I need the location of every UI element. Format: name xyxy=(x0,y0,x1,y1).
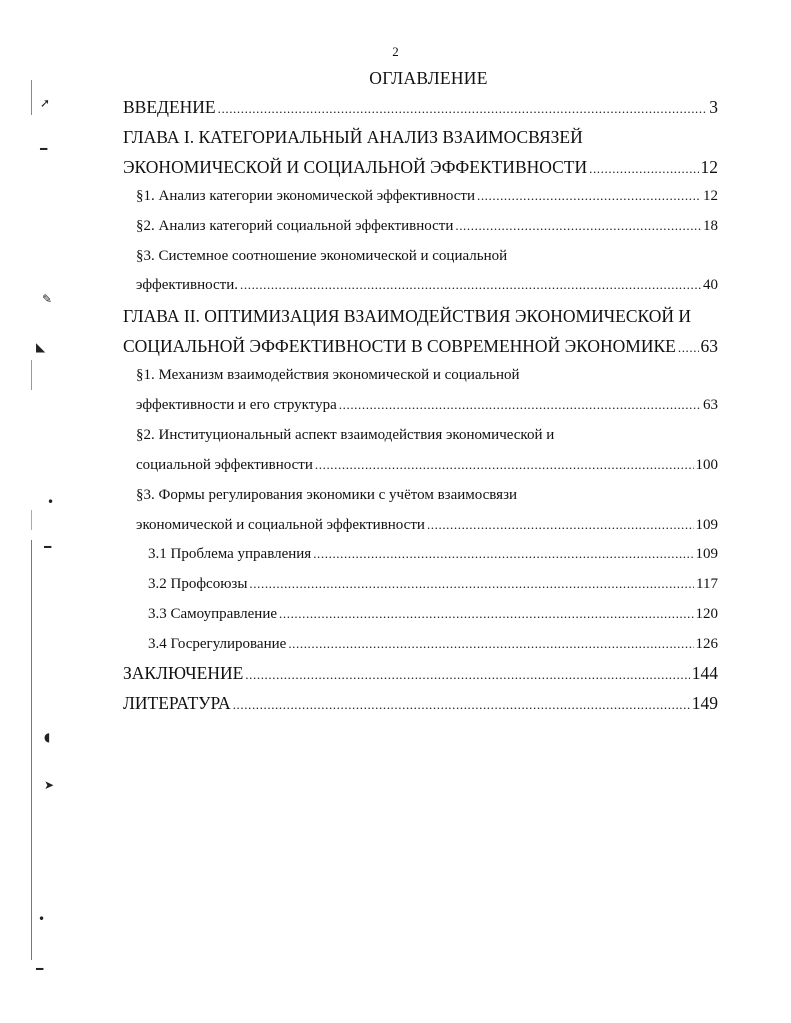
toc-entry-page: 109 xyxy=(695,517,718,533)
toc-entry-text: §3. Системное соотношение экономической и социальной xyxy=(136,248,508,264)
toc-entry-chapter-2-line-1[interactable] xyxy=(123,306,718,327)
toc-entry-text: §2. Институциональный аспект взаимодействия экономической и xyxy=(136,427,555,443)
toc-entry-text: эффективности и его структура xyxy=(136,397,337,413)
toc-entry-page: 100 xyxy=(695,457,718,473)
toc-entry-text: эффективности. xyxy=(136,277,239,293)
dot-leader xyxy=(477,188,701,205)
dot-leader xyxy=(589,157,698,178)
toc-entry-2-1[interactable] xyxy=(136,397,718,414)
toc-entry-text: ВВЕДЕНИЕ xyxy=(123,97,216,117)
toc-entry-page: 144 xyxy=(691,663,718,683)
toc-entry-text: экономической и социальной эффективности xyxy=(136,517,425,533)
toc-entry-page: 120 xyxy=(695,606,718,622)
toc-entry-references[interactable] xyxy=(123,693,718,714)
toc-entry-text: ГЛАВА II. ОПТИМИЗАЦИЯ ВЗАИМОДЕЙСТВИЯ ЭКОНОМИЧЕСКОЙ И xyxy=(123,306,692,326)
toc-entry-3-3[interactable] xyxy=(148,606,718,623)
toc-entry-1-3[interactable] xyxy=(136,277,718,294)
scan-edge-line xyxy=(31,60,32,1020)
toc-entry-page: 63 xyxy=(700,336,718,356)
toc-entry-chapter-1[interactable] xyxy=(123,157,718,178)
toc-entry-chapter-2[interactable] xyxy=(123,336,718,357)
toc-entry-conclusion[interactable] xyxy=(123,663,718,684)
scan-mark: ➤ xyxy=(44,778,55,792)
toc-entry-text: 3.4 Госрегулирование xyxy=(148,636,287,652)
toc-entry-page: 117 xyxy=(696,576,718,592)
dot-leader xyxy=(279,606,693,623)
toc-entry-text: §2. Анализ категорий социальной эффективности xyxy=(136,218,454,234)
toc-entry-text: §1. Механизм взаимодействия экономической и социальной xyxy=(136,367,520,383)
dot-leader xyxy=(678,336,699,357)
dot-leader xyxy=(233,693,690,714)
dot-leader xyxy=(245,663,689,684)
toc-entry-text: §3. Формы регулирования экономики с учётом взаимосвязи xyxy=(136,487,518,503)
toc-entry-1-2[interactable] xyxy=(136,218,718,235)
dot-leader xyxy=(249,576,694,593)
toc-entry-page: 40 xyxy=(703,277,718,293)
toc-entry-1-3-line-1[interactable] xyxy=(136,248,718,265)
toc-entry-chapter-1-line-1[interactable] xyxy=(123,127,718,148)
dot-leader xyxy=(339,397,701,414)
toc-entry-text: §1. Анализ категории экономической эффективности xyxy=(136,188,475,204)
scan-mark: ◖ xyxy=(44,730,51,744)
dot-leader xyxy=(313,546,693,563)
scan-mark: ━ xyxy=(36,962,44,976)
toc-entry-1-1[interactable] xyxy=(136,188,718,205)
scan-mark: • xyxy=(38,912,46,926)
toc-entry-3-2[interactable] xyxy=(148,576,718,593)
scan-mark: • xyxy=(47,495,55,509)
toc-entry-text: СОЦИАЛЬНОЙ ЭФФЕКТИВНОСТИ В СОВРЕМЕННОЙ ЭКОНОМИКЕ xyxy=(123,336,676,356)
toc-entry-2-3-line-1[interactable] xyxy=(136,487,718,504)
toc-entry-introduction[interactable] xyxy=(123,97,718,118)
toc-entry-text: ЛИТЕРАТУРА xyxy=(123,693,231,713)
dot-leader xyxy=(427,517,694,534)
toc-entry-text: ЭКОНОМИЧЕСКОЙ И СОЦИАЛЬНОЙ ЭФФЕКТИВНОСТИ xyxy=(123,157,588,177)
toc-entry-page: 149 xyxy=(691,693,718,713)
toc-entry-2-3[interactable] xyxy=(136,517,718,534)
toc-entry-page: 3 xyxy=(709,97,718,117)
dot-leader xyxy=(455,218,701,235)
scan-mark: ✎ xyxy=(42,292,53,306)
toc-entry-text: ЗАКЛЮЧЕНИЕ xyxy=(123,663,244,683)
toc-entry-page: 63 xyxy=(703,397,718,413)
toc-entry-2-2[interactable] xyxy=(136,457,718,474)
toc-entry-page: 12 xyxy=(700,157,718,177)
toc-entry-text: социальной эффективности xyxy=(136,457,313,473)
scan-mark: ◣ xyxy=(36,340,46,354)
toc-entry-3-1[interactable] xyxy=(148,546,718,563)
toc-entry-page: 12 xyxy=(703,188,718,204)
toc-entry-3-4[interactable] xyxy=(148,636,718,653)
toc-entry-text: 3.3 Самоуправление xyxy=(148,606,278,622)
toc-entry-2-2-line-1[interactable] xyxy=(136,427,718,444)
scan-mark: ━ xyxy=(40,142,48,156)
dot-leader xyxy=(240,277,701,294)
dot-leader xyxy=(315,457,694,474)
scan-mark: ➚ xyxy=(40,96,51,110)
dot-leader xyxy=(288,636,693,653)
page-number: 2 xyxy=(392,44,399,59)
toc-entry-2-1-line-1[interactable] xyxy=(136,367,718,384)
toc-title: ОГЛАВЛЕНИЕ xyxy=(369,68,488,88)
toc-entry-text: ГЛАВА I. КАТЕГОРИАЛЬНЫЙ АНАЛИЗ ВЗАИМОСВЯЗЕЙ xyxy=(123,127,583,147)
toc-entry-page: 18 xyxy=(703,218,718,234)
toc-entry-text: 3.1 Проблема управления xyxy=(148,546,312,562)
scan-mark: ━ xyxy=(44,540,52,554)
toc-entry-page: 126 xyxy=(695,636,718,652)
toc-entry-text: 3.2 Профсоюзы xyxy=(148,576,248,592)
toc-entry-page: 109 xyxy=(695,546,718,562)
dot-leader xyxy=(218,97,708,118)
